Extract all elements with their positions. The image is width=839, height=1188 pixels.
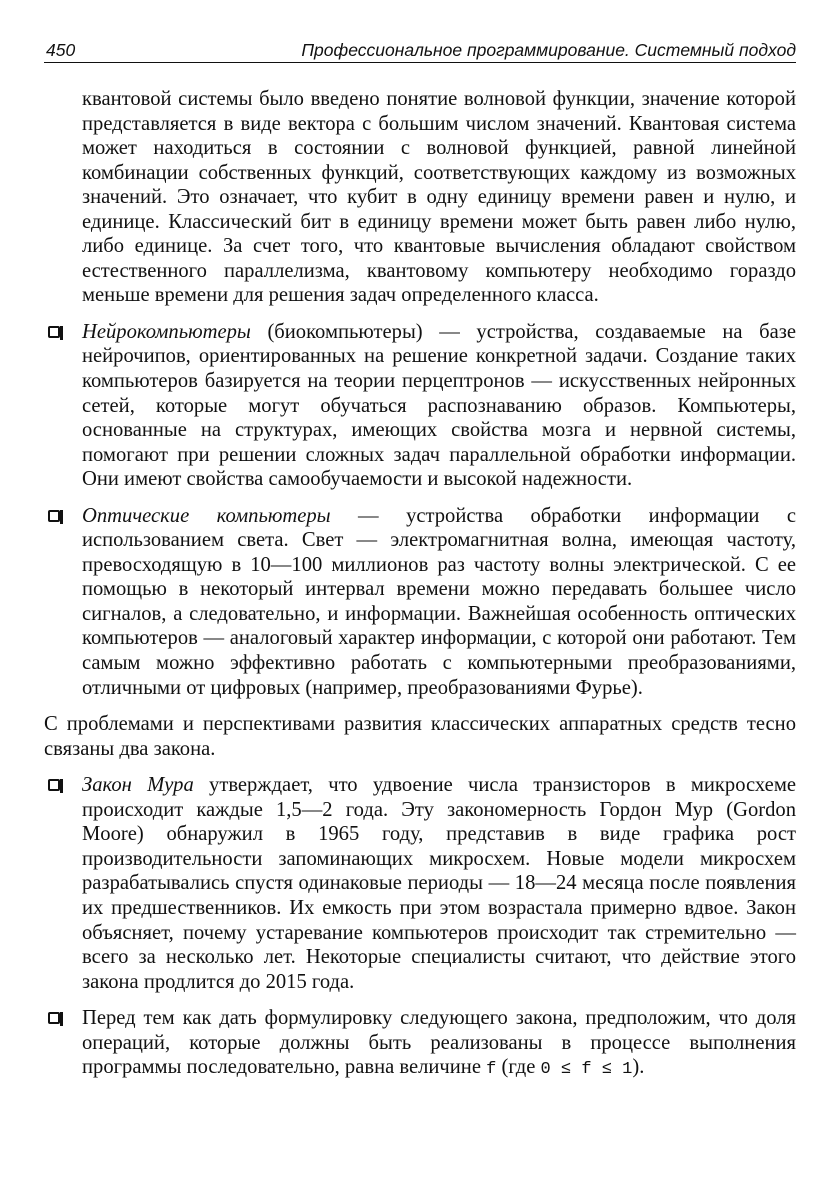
list-item-neurocomputers — [44, 320, 796, 492]
code-f: f — [486, 1060, 497, 1080]
term-optical-computers: Оптические компьютеры — [82, 504, 331, 527]
checkbox-bullet-icon — [48, 326, 60, 338]
intro-paragraph: квантовой системы было введено понятие волновой функции, значение которой представляется в виде вектора с большим числом значений. Квантовая система может находиться в состоянии с волновой функцией, равной линейной комбинации собственных функций, соответствующих каждому из возможных значений. Это означает, что кубит в одну единицу времени равен и нулю, и единице. Классический бит в единицу времени может быть равен либо нулю, либо единице. За счет того, что квантовые вычисления обладают свойством естественного параллелизма, квантовому компьютеру необходимо гораздо меньше времени для решения задач определенного класса. — [82, 88, 796, 307]
code-range: 0 ≤ f ≤ 1 — [540, 1060, 633, 1080]
term-neurocomputers: Нейрокомпьютеры — [82, 320, 251, 343]
running-title: Профессиональное программирование. Системный подход — [301, 40, 796, 60]
list-item-moores-law — [44, 773, 796, 994]
definition-optical-computers: — устройства обработки информации с использованием света. Свет — электромагнитная волна, имеющая частоту, превосходящую в 10—100 миллионов раз частоту волны электрической. С ее помощью в некоторый интервал времени можно передавать большее число сигналов, а следовательно, и информации. Важнейшая особенность оптических компьютеров — аналоговый характер информации, с которой они работают. Тем самым можно эффективно работать с компьютерными преобразованиями, отличными от цифровых (например, преобразованиями Фурье). — [82, 504, 797, 699]
next-law-text-before: Перед тем как дать формулировку следующего закона, предположим, что доля операций, которые должны быть реализованы в процессе выполнения программы последовательно, равна величине — [82, 1007, 796, 1079]
list-item-optical-computers — [44, 504, 796, 700]
term-moores-law: Закон Мура — [82, 774, 194, 797]
next-law-text-middle: (где — [496, 1056, 541, 1079]
definition-neurocomputers: (биокомпьютеры) — устройства, создаваемые на базе нейрочипов, ориентированных на решение конкретной задачи. Создание таких компьютеров базируется на теории перцептронов — искусственных нейронных сетей, которые могут обучаться распознаванию образов. Компьютеры, основанные на структурах, имеющих свойства мозга и нервной системы, помогают при решении сложных задач параллельной обработки информации. Они имеют свойства самообучаемости и высокой надежности. — [82, 320, 796, 491]
next-law-text-after: ). — [632, 1056, 645, 1079]
body-text — [44, 87, 796, 1095]
page-number: 450 — [46, 40, 76, 60]
checkbox-bullet-icon — [48, 1012, 60, 1024]
transition-paragraph: С проблемами и перспективами развития классических аппаратных средств тесно связаны два закона. — [44, 713, 796, 760]
running-header — [44, 38, 796, 63]
list-item-next-law-intro — [44, 1006, 796, 1083]
definition-moores-law: утверждает, что удвоение числа транзисторов в микросхеме происходит каждые 1,5—2 года. Эту закономерность Гордон Мур (Gordon Moore) обнаружил в 1965 году, представив в виде графика рост производительности запоминающих микросхем. Новые модели микросхем разрабатывались спустя одинаковые периоды — 18—24 месяца после появления их предшественников. Их емкость при этом возрастала примерно вдвое. Закон объясняет, почему устаревание компьютеров происходит так стремительно — всего за несколько лет. Некоторые специалисты считают, что действие этого закона продлится до 2015 года. — [82, 774, 796, 993]
checkbox-bullet-icon — [48, 510, 60, 522]
checkbox-bullet-icon — [48, 779, 60, 791]
